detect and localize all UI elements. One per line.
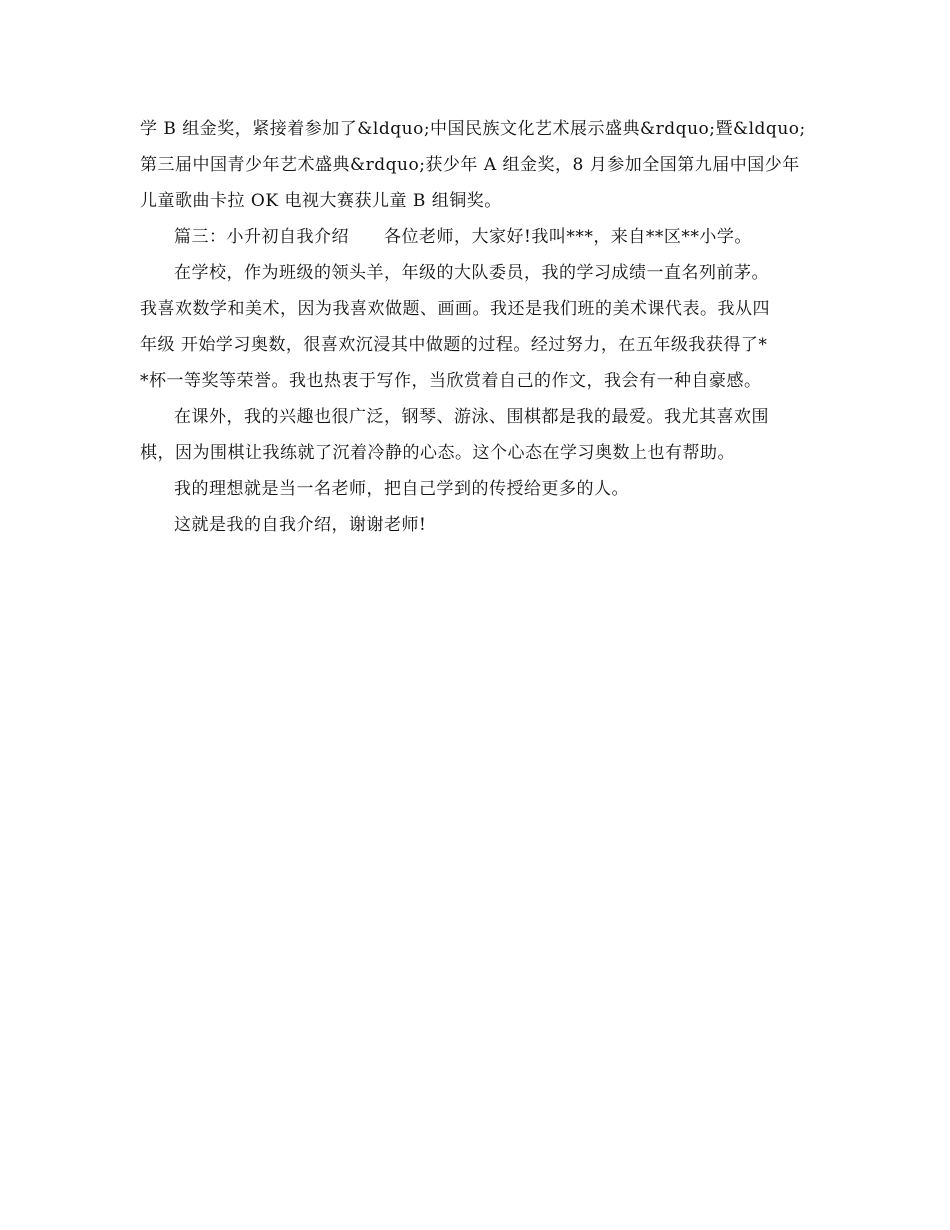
body-text-line: 棋，因为围棋让我练就了沉着冷静的心态。这个心态在学习奥数上也有帮助。 (140, 443, 735, 463)
body-text-line: 年级 开始学习奥数，很喜欢沉浸其中做题的过程。经过努力，在五年级我获得了* (140, 335, 768, 355)
body-text-line: 第三届中国青少年艺术盛典&rdquo;获少年 A 组金奖，8 月参加全国第九届中国少年 (140, 155, 800, 175)
section-heading-line: 篇三：小升初自我介绍 各位老师，大家好!我叫***，来自**区**小学。 (174, 227, 752, 247)
body-text-line: 在学校，作为班级的领头羊，年级的大队委员，我的学习成绩一直名列前茅。 (174, 263, 769, 283)
body-text-line: *杯一等奖等荣誉。我也热衷于写作，当欣赏着自己的作文，我会有一种自豪感。 (140, 371, 762, 391)
body-text-line: 这就是我的自我介绍，谢谢老师! (174, 515, 427, 535)
body-text-line: 学 B 组金奖，紧接着参加了&ldquo;中国民族文化艺术展示盛典&rdquo;暨&ldquo; (140, 119, 806, 139)
body-text-line: 我喜欢数学和美术，因为我喜欢做题、画画。我还是我们班的美术课代表。我从四 (140, 299, 770, 319)
body-text-line: 儿童歌曲卡拉 OK 电视大赛获儿童 B 组铜奖。 (140, 191, 502, 211)
body-text-line: 在课外，我的兴趣也很广泛，钢琴、游泳、围棋都是我的最爱。我尤其喜欢围 (174, 407, 769, 427)
body-text-line: 我的理想就是当一名老师，把自己学到的传授给更多的人。 (174, 479, 629, 499)
